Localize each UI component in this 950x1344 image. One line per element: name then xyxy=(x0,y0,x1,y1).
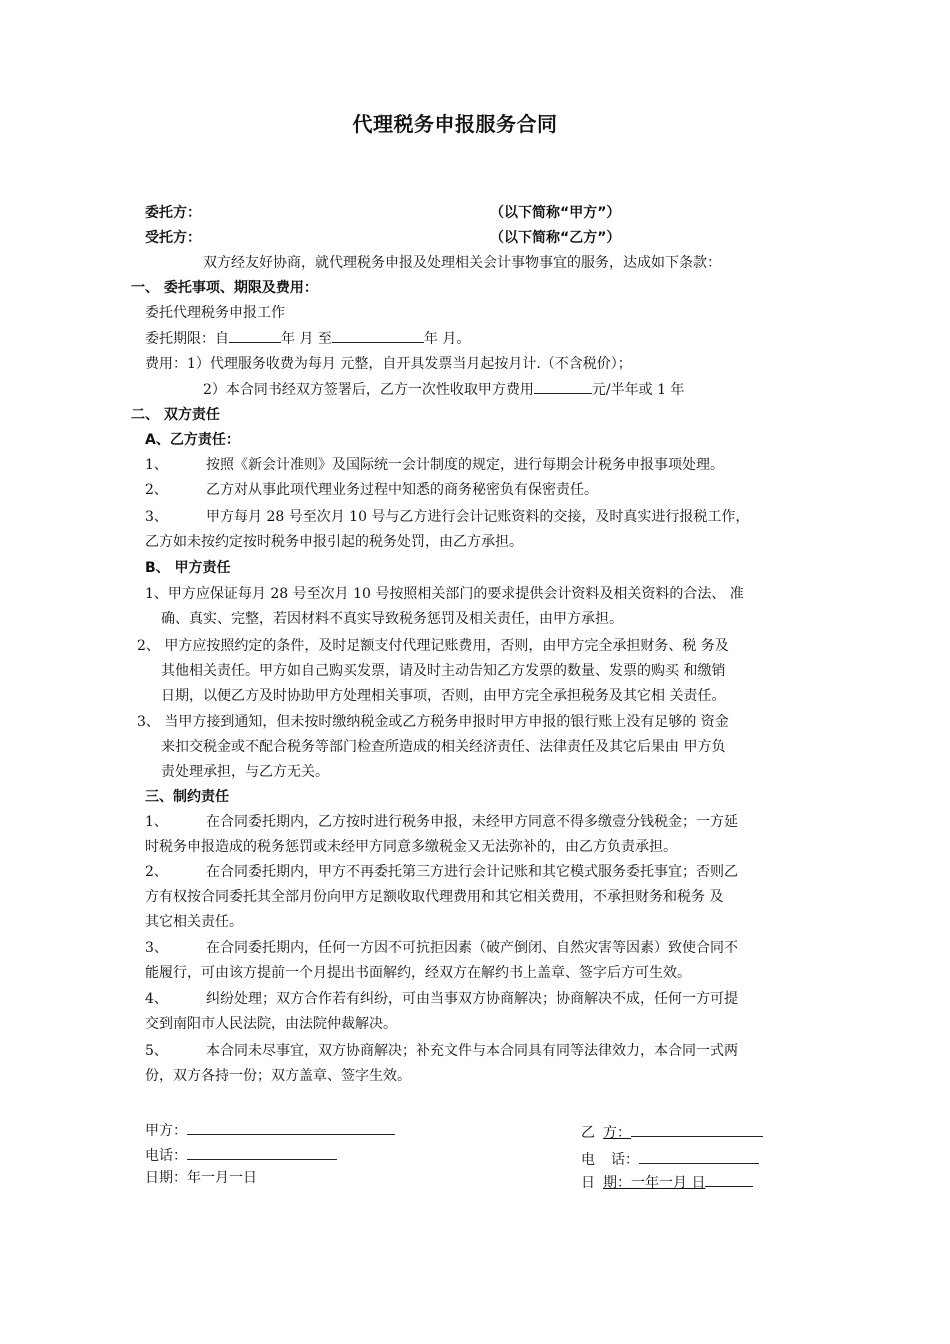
party-a-phone-label: 电话： xyxy=(145,1148,187,1164)
section2-heading: 二、 双方责任 xyxy=(131,407,220,423)
party-b-phone-blank[interactable] xyxy=(639,1148,759,1164)
party-b-phone xyxy=(581,1148,759,1170)
party-a-date: 日期：年一月一日 xyxy=(145,1170,257,1186)
b1-line-2: 确、真实、完整，若因材料不真实导致税务惩罚及相关责任，由甲方承担。 xyxy=(161,611,623,627)
c5-line-2: 份，双方各持一份；双方盖章、签字生效。 xyxy=(145,1068,411,1084)
party-a-signature xyxy=(145,1119,395,1141)
c5-number: 5、 xyxy=(145,1043,168,1059)
fee-amount-blank[interactable] xyxy=(534,379,592,394)
period-line xyxy=(145,328,470,349)
end-date-blank[interactable] xyxy=(332,328,424,343)
start-date-blank[interactable] xyxy=(229,328,281,343)
b3-line-1: 3、 当甲方接到通知，但未按时缴纳税金或乙方税务申报时甲方申报的银行账上没有足够的 资金 xyxy=(137,714,729,730)
party-b-duties-heading: A、乙方责任： xyxy=(145,432,240,448)
fee2-suffix: 元/半年或 1 年 xyxy=(591,382,685,398)
c1-number: 1、 xyxy=(145,814,168,830)
party-a-label: 甲方： xyxy=(145,1123,187,1139)
party-b-date-label-1: 日 xyxy=(581,1175,595,1191)
c3-line-2: 能履行，可由该方提前一个月提出书面解约，经双方在解约书上盖章、签字后方可生效。 xyxy=(145,965,691,981)
party-a-phone-blank[interactable] xyxy=(187,1144,337,1160)
agent-alias: （以下简称“乙方”） xyxy=(490,230,621,246)
a1-number: 1、 xyxy=(145,457,168,473)
period-prefix: 委托期限：自 xyxy=(145,331,229,347)
section3-heading: 三、制约责任 xyxy=(145,789,229,805)
party-b-phone-label-2: 话： xyxy=(611,1152,639,1168)
c2-line-2: 方有权按合同委托其全部月份向甲方足额收取代理费用和其它相关费用，不承担财务和税务 及 xyxy=(145,889,724,905)
party-b-date xyxy=(581,1171,753,1193)
b2-line-1: 2、 甲方应按照约定的条件，及时足额支付代理记账费用，否则，由甲方完全承担财务、税 务及 xyxy=(137,638,729,654)
b2-line-2: 其他相关责任。甲方如自己购买发票，请及时主动告知乙方发票的数量、发票的购买 和缴销 xyxy=(161,663,726,679)
period-mid: 年 月 至 xyxy=(281,331,332,347)
a3-continuation: 乙方如未按约定按时税务申报引起的税务处罚，由乙方承担。 xyxy=(145,534,523,550)
client-label: 委托方： xyxy=(145,205,201,221)
party-b-phone-label-1: 电 xyxy=(581,1152,595,1168)
a1-text: 按照《新会计准则》及国际统一会计制度的规定，进行每期会计税务申报事项处理。 xyxy=(206,457,724,473)
party-b-date-blank[interactable] xyxy=(705,1171,753,1187)
a3-text: 甲方每月 28 号至次月 10 号与乙方进行会计记账资料的交接，及时真实进行报税工作， xyxy=(206,509,750,525)
fee-line-1: 费用：1）代理服务收费为每月 元整，自开具发票当月起按月计.（不含税价）； xyxy=(145,356,632,372)
b3-line-2: 来扣交税金或不配合税务等部门检查所造成的相关经济责任、法律责任及其它后果由 甲方负 xyxy=(161,739,726,755)
section1-item: 委托代理税务申报工作 xyxy=(145,305,285,321)
c2-line-1: 在合同委托期内，甲方不再委托第三方进行会计记账和其它模式服务委托事宜；否则乙 xyxy=(206,864,738,880)
c3-number: 3、 xyxy=(145,940,168,956)
c2-number: 2、 xyxy=(145,864,168,880)
agent-label: 受托方： xyxy=(145,230,201,246)
c4-line-2: 交到南阳市人民法院，由法院仲裁解决。 xyxy=(145,1016,397,1032)
b2-line-3: 日期，以便乙方及时协助甲方处理相关事项，否则，由甲方完全承担税务及其它相 关责任。 xyxy=(161,688,726,704)
party-b-label-1: 乙 xyxy=(581,1125,595,1141)
party-b-signature-blank[interactable] xyxy=(631,1121,763,1137)
a2-number: 2、 xyxy=(145,482,168,498)
party-b-label-2: 方： xyxy=(603,1125,631,1141)
intro-paragraph: 双方经友好协商，就代理税务申报及处理相关会计事物事宜的服务，达成如下条款： xyxy=(203,255,721,271)
party-a-signature-blank[interactable] xyxy=(187,1119,395,1135)
client-alias: （以下简称“甲方”） xyxy=(490,205,621,221)
c1-line-1: 在合同委托期内，乙方按时进行税务申报，未经甲方同意不得多缴壹分钱税金；一方延 xyxy=(206,814,738,830)
period-end: 年 月。 xyxy=(423,331,471,347)
c4-line-1: 纠纷处理；双方合作若有纠纷，可由当事双方协商解决；协商解决不成，任何一方可提 xyxy=(206,991,738,1007)
party-a-phone xyxy=(145,1144,337,1166)
fee-line-2 xyxy=(203,379,684,400)
document-title: 代理税务申报服务合同 xyxy=(352,112,558,136)
a2-text: 乙方对从事此项代理业务过程中知悉的商务秘密负有保密责任。 xyxy=(206,482,598,498)
c1-line-2: 时税务申报造成的税务惩罚或未经甲方同意多缴税金又无法弥补的，由乙方负责承担。 xyxy=(145,839,677,855)
c5-line-1: 本合同未尽事宜，双方协商解决；补充文件与本合同具有同等法律效力，本合同一式两 xyxy=(206,1043,738,1059)
party-a-duties-heading: B、 甲方责任 xyxy=(145,560,231,576)
section1-heading: 一、 委托事项、期限及费用： xyxy=(131,280,318,296)
party-b-signature xyxy=(581,1121,763,1143)
c3-line-1: 在合同委托期内，任何一方因不可抗拒因素（破产倒闭、自然灾害等因素）致使合同不 xyxy=(206,940,738,956)
party-b-date-label-2: 期：一年一月 日 xyxy=(603,1175,706,1191)
a3-number: 3、 xyxy=(145,509,168,525)
c2-line-3: 其它相关责任。 xyxy=(145,914,243,930)
b3-line-3: 责处理承担，与乙方无关。 xyxy=(161,764,329,780)
b1-line-1: 1、甲方应保证每月 28 号至次月 10 号按照相关部门的要求提供会计资料及相关资料的合法、 准 xyxy=(145,586,744,602)
fee2-prefix: 2）本合同书经双方签署后，乙方一次性收取甲方费用 xyxy=(203,382,534,398)
c4-number: 4、 xyxy=(145,991,168,1007)
